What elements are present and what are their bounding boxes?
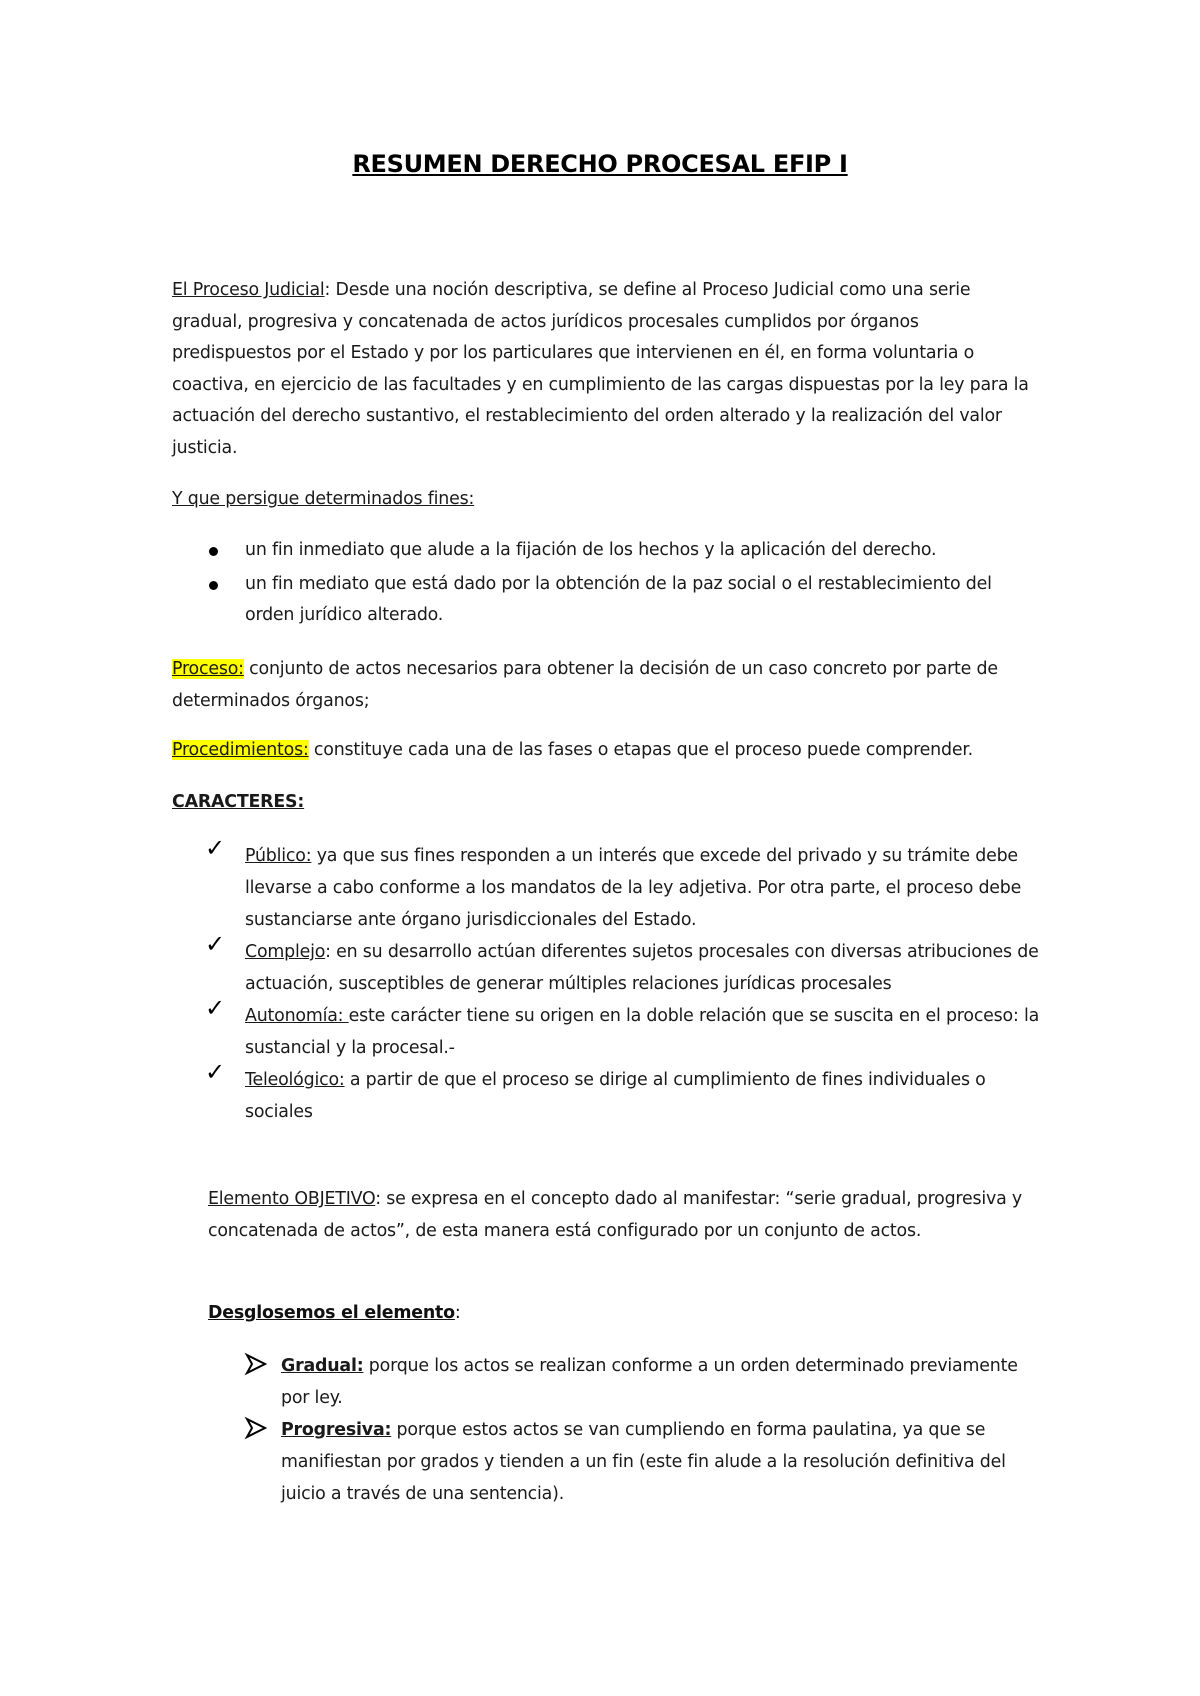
list-item bbox=[0, 1350, 1036, 1414]
procedimientos-text: constituye cada una de las fases o etapas que el proceso puede comprender. bbox=[308, 740, 973, 760]
fines-list bbox=[0, 535, 1200, 632]
proceso-definition bbox=[172, 654, 1037, 717]
desglose-heading-text: Desglosemos el elemento bbox=[208, 1303, 455, 1323]
fin-text: un fin mediato que está dado por la obtención de la paz social o el restablecimiento del orden jurídico alterado. bbox=[245, 573, 992, 625]
list-item bbox=[0, 1058, 1040, 1128]
desglose-heading bbox=[208, 1298, 461, 1330]
fines-heading: Y que persigue determinados fines: bbox=[172, 489, 475, 509]
intro-text: Desde una noción descriptiva, se define al Proceso Judicial como una serie gradual, progresiva y concatenada de actos jurídicos procesales cumplidos por órganos predispuestos por el Estado y por los particulares que intervienen en él, en forma voluntaria o coactiva, en ejercicio de las facultades y en cumplimiento de las cargas dispuestas por la ley para la actuación del derecho sustantivo, el restablecimiento del orden alterado y la realización del valor justicia. bbox=[172, 280, 1029, 458]
caracter-label: Teleológico: bbox=[245, 1070, 345, 1090]
checkmark-icon: ✓ bbox=[205, 834, 225, 862]
list-item bbox=[0, 1414, 1036, 1510]
document-title: RESUMEN DERECHO PROCESAL EFIP I bbox=[352, 150, 848, 178]
caracter-text: ya que sus fines responden a un interés que excede del privado y su trámite debe llevarse a cabo conforme a los mandatos de la ley adjetiva. Por otra parte, el proceso debe sustanciarse ante órgano jurisdiccionales del Estado. bbox=[245, 846, 1022, 930]
desglose-text: porque estos actos se van cumpliendo en forma paulatina, ya que se manifiestan por grados y tienden a un fin (este fin alude a la resolución definitiva del juicio a través de una sentencia). bbox=[281, 1420, 1006, 1504]
desglose-text: porque los actos se realizan conforme a un orden determinado previamente por ley. bbox=[281, 1356, 1018, 1408]
intro-label: El Proceso Judicial bbox=[172, 280, 325, 300]
caracter-text: a partir de que el proceso se dirige al cumplimiento de fines individuales o sociales bbox=[245, 1070, 986, 1122]
caracter-label: Autonomía: bbox=[245, 1006, 349, 1026]
caracter-text: este carácter tiene su origen en la doble relación que se suscita en el proceso: la sustancial y la procesal.- bbox=[245, 1006, 1040, 1058]
caracter-label: Público: bbox=[245, 846, 312, 866]
bullet-dot-icon bbox=[209, 547, 218, 556]
desglose-colon: : bbox=[454, 1303, 461, 1323]
caracter-label: Complejo bbox=[245, 942, 326, 962]
checkmark-icon: ✓ bbox=[205, 994, 225, 1022]
procedimientos-colon: : bbox=[302, 740, 309, 760]
caracteres-list bbox=[0, 834, 1200, 1128]
proceso-label: Proceso: bbox=[172, 659, 244, 679]
list-item bbox=[0, 834, 1040, 936]
procedimientos-label: Procedimientos bbox=[172, 740, 303, 760]
procedimientos-definition bbox=[172, 735, 1037, 767]
checkmark-icon: ✓ bbox=[205, 930, 225, 958]
desglose-list bbox=[0, 1350, 1200, 1510]
bullet-dot-icon bbox=[209, 581, 218, 590]
intro-paragraph bbox=[172, 275, 1037, 464]
desglose-label: Gradual: bbox=[281, 1356, 364, 1376]
elemento-objetivo-paragraph bbox=[208, 1184, 1038, 1247]
fin-text: un fin inmediato que alude a la fijación de los hechos y la aplicación del derecho. bbox=[245, 540, 937, 560]
arrowhead-icon bbox=[244, 1416, 268, 1440]
arrowhead-icon bbox=[244, 1352, 268, 1376]
checkmark-icon: ✓ bbox=[205, 1058, 225, 1086]
list-item bbox=[0, 930, 1040, 1000]
elemento-objetivo-text: : se expresa en el concepto dado al manifestar: “serie gradual, progresiva y concatenada de actos”, de esta manera está configurado por un conjunto de actos. bbox=[208, 1189, 1022, 1241]
caracter-text: : en su desarrollo actúan diferentes sujetos procesales con diversas atribuciones de actuación, susceptibles de generar múltiples relaciones jurídicas procesales bbox=[245, 942, 1039, 994]
list-item bbox=[0, 994, 1040, 1064]
list-item bbox=[0, 569, 1035, 632]
list-item bbox=[0, 535, 1035, 567]
caracteres-heading: CARACTERES: bbox=[172, 792, 305, 812]
desglose-label: Progresiva: bbox=[281, 1420, 392, 1440]
elemento-objetivo-label: Elemento OBJETIVO bbox=[208, 1189, 376, 1209]
proceso-text: conjunto de actos necesarios para obtener la decisión de un caso concreto por parte de determinados órganos; bbox=[172, 659, 998, 711]
intro-colon: : bbox=[324, 280, 331, 300]
